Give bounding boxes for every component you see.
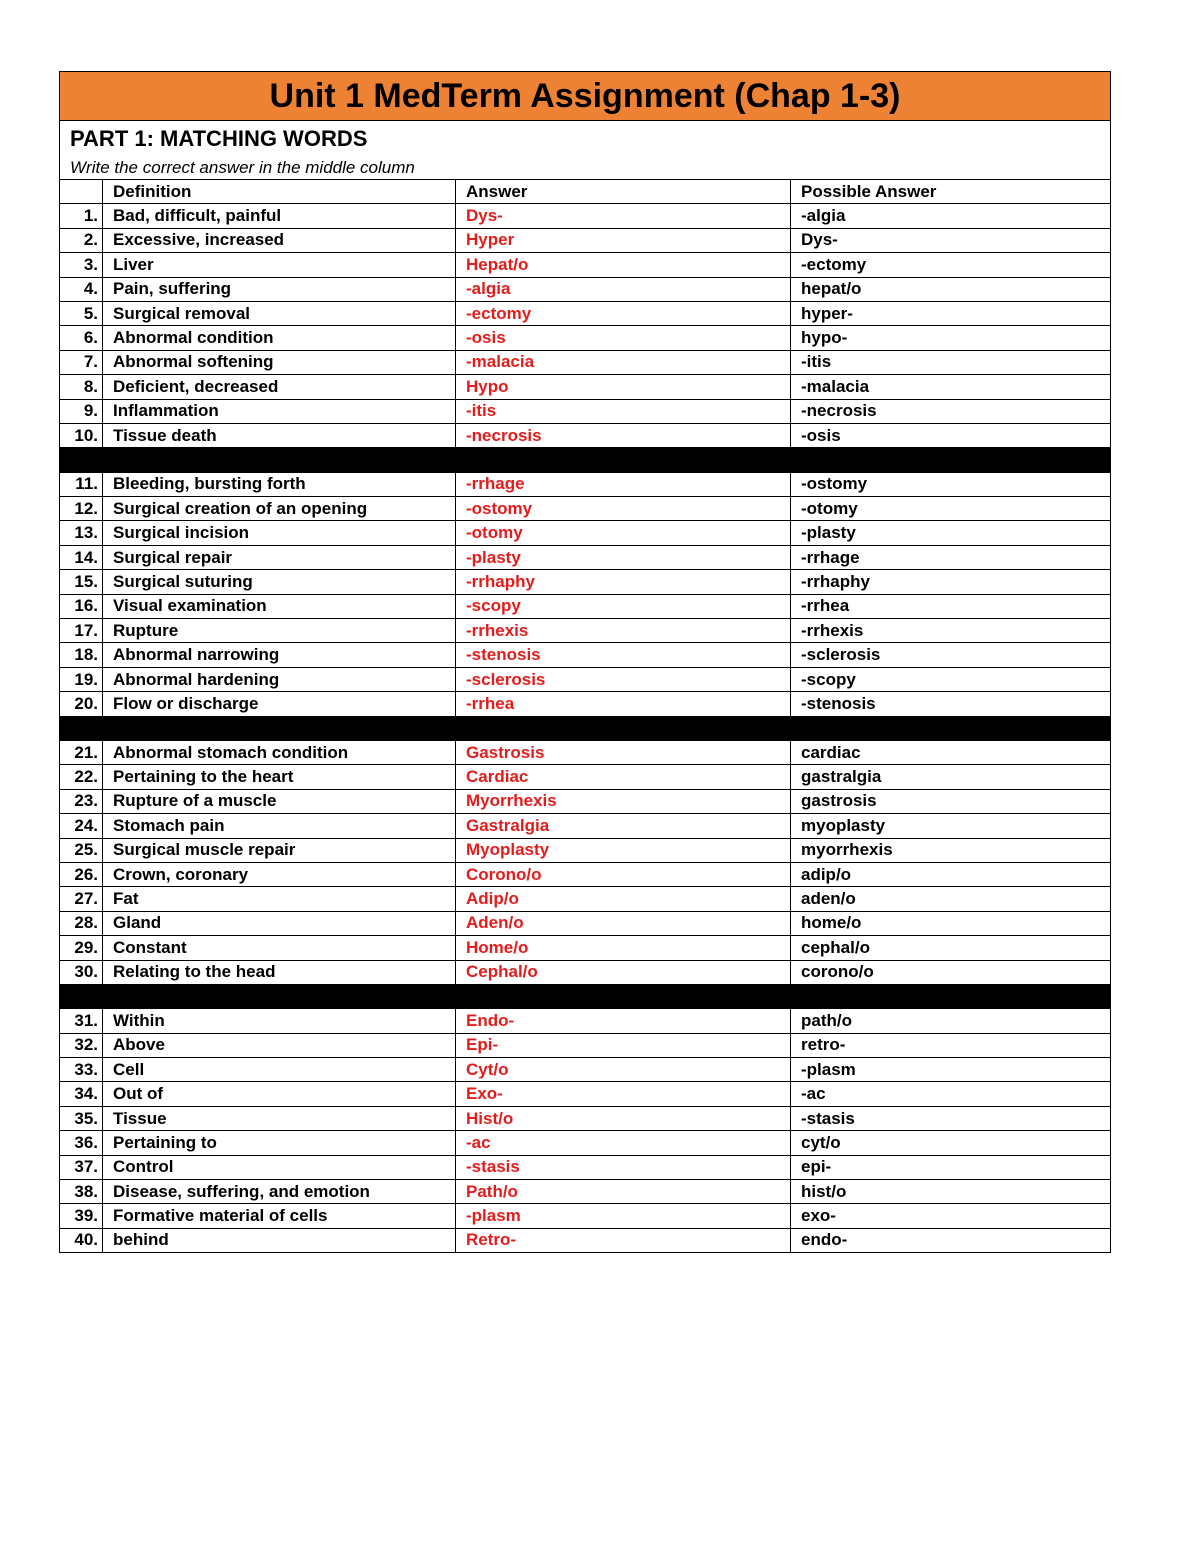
- answer-cell: -malacia: [456, 350, 791, 374]
- definition-column-header: Definition: [103, 180, 456, 204]
- possible-answer-cell: path/o: [791, 1009, 1111, 1033]
- definition-cell: Relating to the head: [103, 960, 456, 984]
- definition-cell: Surgical creation of an opening: [103, 497, 456, 521]
- table-row: [60, 936, 1111, 960]
- definition-cell: Pertaining to: [103, 1131, 456, 1155]
- table-body: [60, 72, 1111, 1253]
- answer-cell: -rrhexis: [456, 619, 791, 643]
- possible-answer-cell: -scopy: [791, 667, 1111, 691]
- possible-answer-cell: hypo-: [791, 326, 1111, 350]
- answer-column-header: Answer: [456, 180, 791, 204]
- row-number: 33.: [60, 1058, 103, 1082]
- possible-answer-cell: cyt/o: [791, 1131, 1111, 1155]
- definition-cell: Bad, difficult, painful: [103, 204, 456, 228]
- row-number: 27.: [60, 887, 103, 911]
- row-number: 15.: [60, 570, 103, 594]
- answer-cell: Cephal/o: [456, 960, 791, 984]
- possible-answer-cell: -plasty: [791, 521, 1111, 545]
- possible-answer-cell: -plasm: [791, 1058, 1111, 1082]
- possible-answer-cell: -otomy: [791, 497, 1111, 521]
- row-number: 11.: [60, 472, 103, 496]
- table-row: [60, 1009, 1111, 1033]
- definition-cell: Abnormal stomach condition: [103, 740, 456, 764]
- part-heading: PART 1: MATCHING WORDS: [70, 126, 368, 151]
- definition-cell: Fat: [103, 887, 456, 911]
- definition-cell: Surgical incision: [103, 521, 456, 545]
- possible-answer-cell: -rrhexis: [791, 619, 1111, 643]
- definition-cell: Visual examination: [103, 594, 456, 618]
- row-number: 20.: [60, 692, 103, 716]
- row-number: 1.: [60, 204, 103, 228]
- row-number: 18.: [60, 643, 103, 667]
- definition-cell: Surgical muscle repair: [103, 838, 456, 862]
- answer-cell: Hepat/o: [456, 253, 791, 277]
- row-number: 31.: [60, 1009, 103, 1033]
- separator-bar: [60, 448, 1111, 472]
- possible-answer-cell: hyper-: [791, 301, 1111, 325]
- possible-answer-cell: -itis: [791, 350, 1111, 374]
- definition-cell: Deficient, decreased: [103, 375, 456, 399]
- row-number: 17.: [60, 619, 103, 643]
- row-number: 14.: [60, 545, 103, 569]
- answer-cell: -itis: [456, 399, 791, 423]
- table-row: [60, 545, 1111, 569]
- row-number: 25.: [60, 838, 103, 862]
- table-row: [60, 204, 1111, 228]
- part-header: [60, 121, 1111, 180]
- table-row: [60, 1082, 1111, 1106]
- definition-cell: Out of: [103, 1082, 456, 1106]
- answer-cell: -ectomy: [456, 301, 791, 325]
- definition-cell: behind: [103, 1228, 456, 1252]
- answer-cell: -osis: [456, 326, 791, 350]
- possible-answer-cell: -osis: [791, 423, 1111, 447]
- table-row: [60, 838, 1111, 862]
- table-row: [60, 1228, 1111, 1252]
- possible-answer-cell: -algia: [791, 204, 1111, 228]
- row-number: 10.: [60, 423, 103, 447]
- possible-answer-cell: Dys-: [791, 228, 1111, 252]
- answer-cell: Aden/o: [456, 911, 791, 935]
- table-row: [60, 497, 1111, 521]
- answer-cell: Epi-: [456, 1033, 791, 1057]
- separator-bar: [60, 984, 1111, 1008]
- table-row: [60, 277, 1111, 301]
- possible-answer-cell: -ostomy: [791, 472, 1111, 496]
- answer-cell: -rrhage: [456, 472, 791, 496]
- table-row: [60, 887, 1111, 911]
- page-title: Unit 1 MedTerm Assignment (Chap 1-3): [60, 72, 1111, 121]
- row-number: 37.: [60, 1155, 103, 1179]
- definition-cell: Excessive, increased: [103, 228, 456, 252]
- table-row: [60, 326, 1111, 350]
- table-row: [60, 692, 1111, 716]
- table-row: [60, 228, 1111, 252]
- table-row: [60, 570, 1111, 594]
- number-column-header: [60, 180, 103, 204]
- answer-cell: Gastralgia: [456, 814, 791, 838]
- row-number: 34.: [60, 1082, 103, 1106]
- table-row: [60, 350, 1111, 374]
- definition-cell: Pain, suffering: [103, 277, 456, 301]
- table-row: [60, 667, 1111, 691]
- row-number: 9.: [60, 399, 103, 423]
- row-number: 19.: [60, 667, 103, 691]
- answer-cell: Retro-: [456, 1228, 791, 1252]
- possible-answer-cell: gastrosis: [791, 789, 1111, 813]
- possible-answer-cell: corono/o: [791, 960, 1111, 984]
- possible-answer-cell: myoplasty: [791, 814, 1111, 838]
- table-row: [60, 862, 1111, 886]
- definition-cell: Surgical suturing: [103, 570, 456, 594]
- definition-cell: Surgical removal: [103, 301, 456, 325]
- possible-answer-cell: -rrhage: [791, 545, 1111, 569]
- row-number: 28.: [60, 911, 103, 935]
- answer-cell: Hist/o: [456, 1106, 791, 1130]
- possible-answer-cell: aden/o: [791, 887, 1111, 911]
- table-row: [60, 472, 1111, 496]
- row-number: 36.: [60, 1131, 103, 1155]
- row-number: 24.: [60, 814, 103, 838]
- table-row: [60, 911, 1111, 935]
- row-number: 12.: [60, 497, 103, 521]
- table-row: [60, 375, 1111, 399]
- definition-cell: Abnormal condition: [103, 326, 456, 350]
- possible-answer-cell: myorrhexis: [791, 838, 1111, 862]
- answer-cell: Hyper: [456, 228, 791, 252]
- answer-cell: -stasis: [456, 1155, 791, 1179]
- separator-bar: [60, 716, 1111, 740]
- definition-cell: Flow or discharge: [103, 692, 456, 716]
- matching-table: [59, 71, 1111, 1253]
- answer-cell: -rrhaphy: [456, 570, 791, 594]
- answer-cell: -algia: [456, 277, 791, 301]
- answer-cell: Cyt/o: [456, 1058, 791, 1082]
- possible-answer-cell: epi-: [791, 1155, 1111, 1179]
- table-row: [60, 814, 1111, 838]
- table-row: [60, 619, 1111, 643]
- row-number: 29.: [60, 936, 103, 960]
- answer-cell: Path/o: [456, 1180, 791, 1204]
- table-row: [60, 1033, 1111, 1057]
- answer-cell: Myorrhexis: [456, 789, 791, 813]
- definition-cell: Inflammation: [103, 399, 456, 423]
- possible-answer-cell: hepat/o: [791, 277, 1111, 301]
- definition-cell: Disease, suffering, and emotion: [103, 1180, 456, 1204]
- possible-answer-cell: -sclerosis: [791, 643, 1111, 667]
- possible-answer-cell: -stasis: [791, 1106, 1111, 1130]
- answer-cell: Gastrosis: [456, 740, 791, 764]
- part-row: [60, 121, 1111, 180]
- row-number: 39.: [60, 1204, 103, 1228]
- possible-answer-cell: adip/o: [791, 862, 1111, 886]
- possible-answer-cell: endo-: [791, 1228, 1111, 1252]
- possible-answer-cell: -stenosis: [791, 692, 1111, 716]
- column-header-row: [60, 180, 1111, 204]
- table-row: [60, 253, 1111, 277]
- answer-cell: Myoplasty: [456, 838, 791, 862]
- possible-answer-cell: retro-: [791, 1033, 1111, 1057]
- table-row: [60, 765, 1111, 789]
- table-row: [60, 643, 1111, 667]
- answer-cell: -scopy: [456, 594, 791, 618]
- definition-cell: Within: [103, 1009, 456, 1033]
- answer-cell: Cardiac: [456, 765, 791, 789]
- table-row: [60, 399, 1111, 423]
- answer-cell: -stenosis: [456, 643, 791, 667]
- possible-answer-cell: -ectomy: [791, 253, 1111, 277]
- answer-cell: -plasm: [456, 1204, 791, 1228]
- row-number: 26.: [60, 862, 103, 886]
- possible-answer-cell: -malacia: [791, 375, 1111, 399]
- answer-cell: Exo-: [456, 1082, 791, 1106]
- answer-cell: -ac: [456, 1131, 791, 1155]
- answer-cell: Endo-: [456, 1009, 791, 1033]
- row-number: 40.: [60, 1228, 103, 1252]
- title-row: [60, 72, 1111, 121]
- definition-cell: Gland: [103, 911, 456, 935]
- group-separator: [60, 984, 1111, 1008]
- answer-cell: -necrosis: [456, 423, 791, 447]
- definition-cell: Liver: [103, 253, 456, 277]
- answer-cell: -otomy: [456, 521, 791, 545]
- row-number: 13.: [60, 521, 103, 545]
- definition-cell: Abnormal narrowing: [103, 643, 456, 667]
- answer-cell: Dys-: [456, 204, 791, 228]
- row-number: 3.: [60, 253, 103, 277]
- table-row: [60, 301, 1111, 325]
- answer-cell: -rrhea: [456, 692, 791, 716]
- definition-cell: Above: [103, 1033, 456, 1057]
- row-number: 23.: [60, 789, 103, 813]
- table-row: [60, 1204, 1111, 1228]
- definition-cell: Tissue: [103, 1106, 456, 1130]
- row-number: 21.: [60, 740, 103, 764]
- definition-cell: Rupture: [103, 619, 456, 643]
- answer-cell: -plasty: [456, 545, 791, 569]
- definition-cell: Rupture of a muscle: [103, 789, 456, 813]
- part-instruction: Write the correct answer in the middle column: [70, 158, 415, 177]
- row-number: 30.: [60, 960, 103, 984]
- answer-cell: Hypo: [456, 375, 791, 399]
- definition-cell: Abnormal softening: [103, 350, 456, 374]
- table-row: [60, 423, 1111, 447]
- definition-cell: Constant: [103, 936, 456, 960]
- row-number: 7.: [60, 350, 103, 374]
- row-number: 4.: [60, 277, 103, 301]
- answer-cell: Adip/o: [456, 887, 791, 911]
- possible-answer-cell: gastralgia: [791, 765, 1111, 789]
- table-row: [60, 521, 1111, 545]
- table-row: [60, 1155, 1111, 1179]
- row-number: 38.: [60, 1180, 103, 1204]
- table-row: [60, 789, 1111, 813]
- row-number: 35.: [60, 1106, 103, 1130]
- possible-answer-cell: -necrosis: [791, 399, 1111, 423]
- table-row: [60, 960, 1111, 984]
- definition-cell: Abnormal hardening: [103, 667, 456, 691]
- definition-cell: Cell: [103, 1058, 456, 1082]
- group-separator: [60, 716, 1111, 740]
- possible-answer-cell: cephal/o: [791, 936, 1111, 960]
- answer-cell: Home/o: [456, 936, 791, 960]
- table-row: [60, 594, 1111, 618]
- possible-answer-cell: hist/o: [791, 1180, 1111, 1204]
- definition-cell: Pertaining to the heart: [103, 765, 456, 789]
- table-row: [60, 1180, 1111, 1204]
- table-row: [60, 1058, 1111, 1082]
- possible-answer-cell: cardiac: [791, 740, 1111, 764]
- table-row: [60, 1131, 1111, 1155]
- answer-cell: -ostomy: [456, 497, 791, 521]
- row-number: 32.: [60, 1033, 103, 1057]
- table-row: [60, 740, 1111, 764]
- definition-cell: Tissue death: [103, 423, 456, 447]
- row-number: 6.: [60, 326, 103, 350]
- possible-answer-cell: -rrhaphy: [791, 570, 1111, 594]
- definition-cell: Crown, coronary: [103, 862, 456, 886]
- table-row: [60, 1106, 1111, 1130]
- definition-cell: Stomach pain: [103, 814, 456, 838]
- possible-answer-cell: -rrhea: [791, 594, 1111, 618]
- answer-cell: -sclerosis: [456, 667, 791, 691]
- group-separator: [60, 448, 1111, 472]
- row-number: 16.: [60, 594, 103, 618]
- possible-answer-cell: -ac: [791, 1082, 1111, 1106]
- answer-cell: Corono/o: [456, 862, 791, 886]
- possible-answer-cell: exo-: [791, 1204, 1111, 1228]
- possible-answer-cell: home/o: [791, 911, 1111, 935]
- row-number: 5.: [60, 301, 103, 325]
- row-number: 8.: [60, 375, 103, 399]
- possible-answer-column-header: Possible Answer: [791, 180, 1111, 204]
- row-number: 2.: [60, 228, 103, 252]
- definition-cell: Formative material of cells: [103, 1204, 456, 1228]
- row-number: 22.: [60, 765, 103, 789]
- definition-cell: Control: [103, 1155, 456, 1179]
- definition-cell: Bleeding, bursting forth: [103, 472, 456, 496]
- definition-cell: Surgical repair: [103, 545, 456, 569]
